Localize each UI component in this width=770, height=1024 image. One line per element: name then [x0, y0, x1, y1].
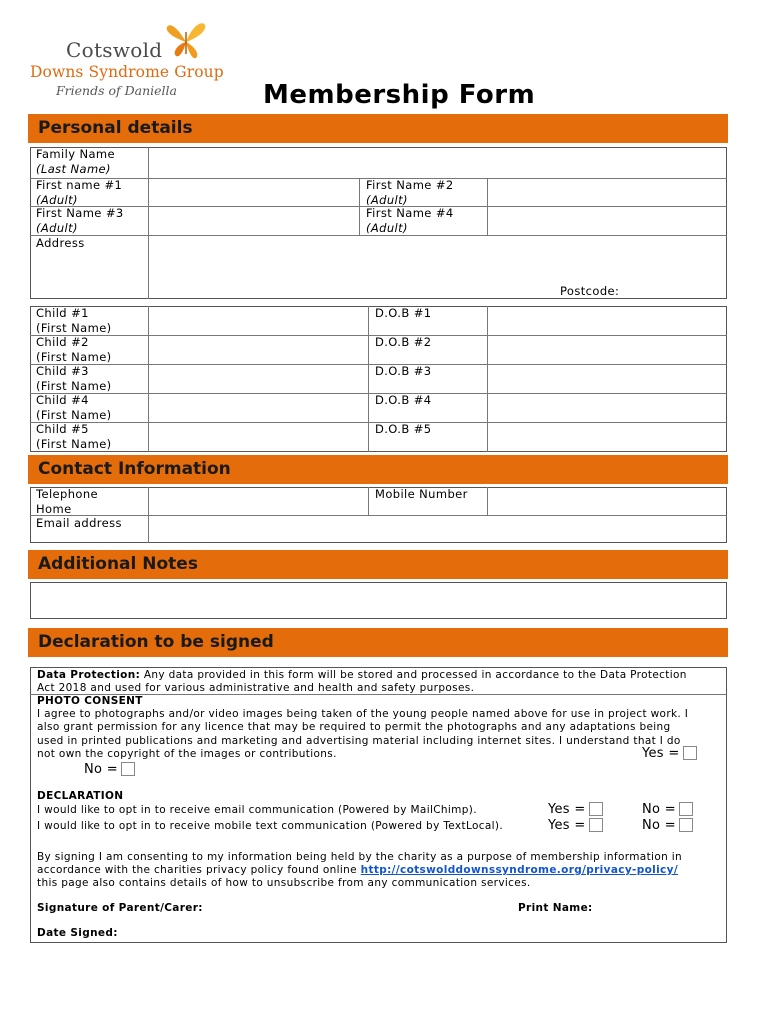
sms-optin-yes: Yes =: [548, 818, 603, 833]
email-field[interactable]: [150, 517, 725, 541]
telephone-label: Telephone Home: [36, 487, 99, 516]
child-4-label: Child #4 (First Name): [36, 393, 112, 422]
section-bar-contact: [28, 455, 728, 484]
child-3-label: Child #3 (First Name): [36, 364, 112, 393]
first-name-3-field[interactable]: [150, 208, 357, 234]
mobile-field[interactable]: [489, 489, 725, 514]
section-bar-notes: [28, 550, 728, 579]
consent-text: By signing I am consenting to my information being held by the charity as a purpose of membership information in accordance with the charities privacy policy found online http://cotswolddownssyndrome.org/privacy-policy/ this page also contains details of how to unsubscribe from any communication services.: [37, 851, 683, 890]
section-title-declaration: Declaration to be signed: [38, 632, 274, 652]
first-name-3-label: First Name #3 (Adult): [36, 206, 124, 235]
dob-4-label: D.O.B #4: [375, 393, 432, 407]
sms-no-checkbox[interactable]: [679, 818, 693, 832]
first-name-2-label: First Name #2 (Adult): [366, 178, 454, 207]
email-yes-checkbox[interactable]: [589, 802, 603, 816]
dob-5-label: D.O.B #5: [375, 422, 432, 436]
dob-5-field[interactable]: [489, 424, 725, 450]
email-label: Email address: [36, 516, 122, 530]
photo-no-checkbox[interactable]: [121, 762, 135, 776]
print-name-label: Print Name:: [518, 902, 593, 914]
email-optin-no: No =: [642, 802, 693, 817]
photo-consent-text: PHOTO CONSENT I agree to photographs and/or video images being taken of the young people named above for use in project work. I also grant permission for any licence that may be required to permit the photographs and any adaptations being used in printed publications and marketing and advertising material including internet sites. I understand that I do not own the copyright of the images or contributions.: [37, 695, 689, 760]
first-name-2-field[interactable]: [489, 180, 725, 205]
child-1-field[interactable]: [150, 308, 366, 334]
address-label: Address: [36, 236, 85, 250]
email-optin-text: I would like to opt in to receive email communication (Powered by MailChimp).: [37, 804, 477, 816]
section-title-contact: Contact Information: [38, 459, 231, 479]
child-5-field[interactable]: [150, 424, 366, 450]
child-5-label: Child #5 (First Name): [36, 422, 112, 451]
telephone-field[interactable]: [150, 489, 366, 514]
postcode-label: Postcode:: [560, 284, 620, 298]
section-bar-declaration: [28, 628, 728, 657]
email-optin-yes: Yes =: [548, 802, 603, 817]
address-field[interactable]: [150, 237, 725, 297]
first-name-1-label: First name #1 (Adult): [36, 178, 123, 207]
dob-1-label: D.O.B #1: [375, 306, 432, 320]
date-signed-label: Date Signed:: [37, 927, 118, 939]
section-title-personal: Personal details: [38, 118, 193, 138]
first-name-4-label: First Name #4 (Adult): [366, 206, 454, 235]
sms-yes-checkbox[interactable]: [589, 818, 603, 832]
photo-no: No =: [84, 762, 135, 777]
dob-1-field[interactable]: [489, 308, 725, 334]
logo-tagline: Friends of Daniella: [56, 83, 177, 98]
mobile-label: Mobile Number: [375, 487, 468, 501]
dob-3-field[interactable]: [489, 366, 725, 392]
logo-line-2: Downs Syndrome Group: [30, 63, 224, 81]
data-protection-text: Data Protection: Any data provided in this form will be stored and processed in accordance to the Data Protection Act 2018 and used for various administrative and health and safety purposes.: [37, 669, 687, 695]
child-2-label: Child #2 (First Name): [36, 335, 112, 364]
notes-field[interactable]: [30, 582, 727, 619]
child-2-field[interactable]: [150, 337, 366, 363]
dob-4-field[interactable]: [489, 395, 725, 421]
family-name-field[interactable]: [150, 149, 725, 177]
child-1-label: Child #1 (First Name): [36, 306, 112, 335]
child-3-field[interactable]: [150, 366, 366, 392]
privacy-policy-link[interactable]: http://cotswolddownssyndrome.org/privacy-policy/: [360, 864, 679, 877]
sms-optin-no: No =: [642, 818, 693, 833]
dob-2-field[interactable]: [489, 337, 725, 363]
photo-yes: Yes =: [642, 746, 697, 761]
sms-optin-text: I would like to opt in to receive mobile text communication (Powered by TextLocal).: [37, 820, 504, 832]
dob-2-label: D.O.B #2: [375, 335, 432, 349]
first-name-1-field[interactable]: [150, 180, 357, 205]
first-name-4-field[interactable]: [489, 208, 725, 234]
family-name-label: Family Name (Last Name): [36, 147, 115, 176]
section-title-notes: Additional Notes: [38, 554, 198, 574]
dob-3-label: D.O.B #3: [375, 364, 432, 378]
declaration-heading: DECLARATION: [37, 790, 124, 802]
butterfly-logo-icon: [164, 18, 208, 64]
child-4-field[interactable]: [150, 395, 366, 421]
email-no-checkbox[interactable]: [679, 802, 693, 816]
section-bar-personal: [28, 114, 728, 143]
signature-label: Signature of Parent/Carer:: [37, 902, 203, 914]
logo-line-1: Cotswold: [66, 38, 163, 62]
form-title: Membership Form: [263, 80, 536, 110]
photo-yes-checkbox[interactable]: [683, 746, 697, 760]
